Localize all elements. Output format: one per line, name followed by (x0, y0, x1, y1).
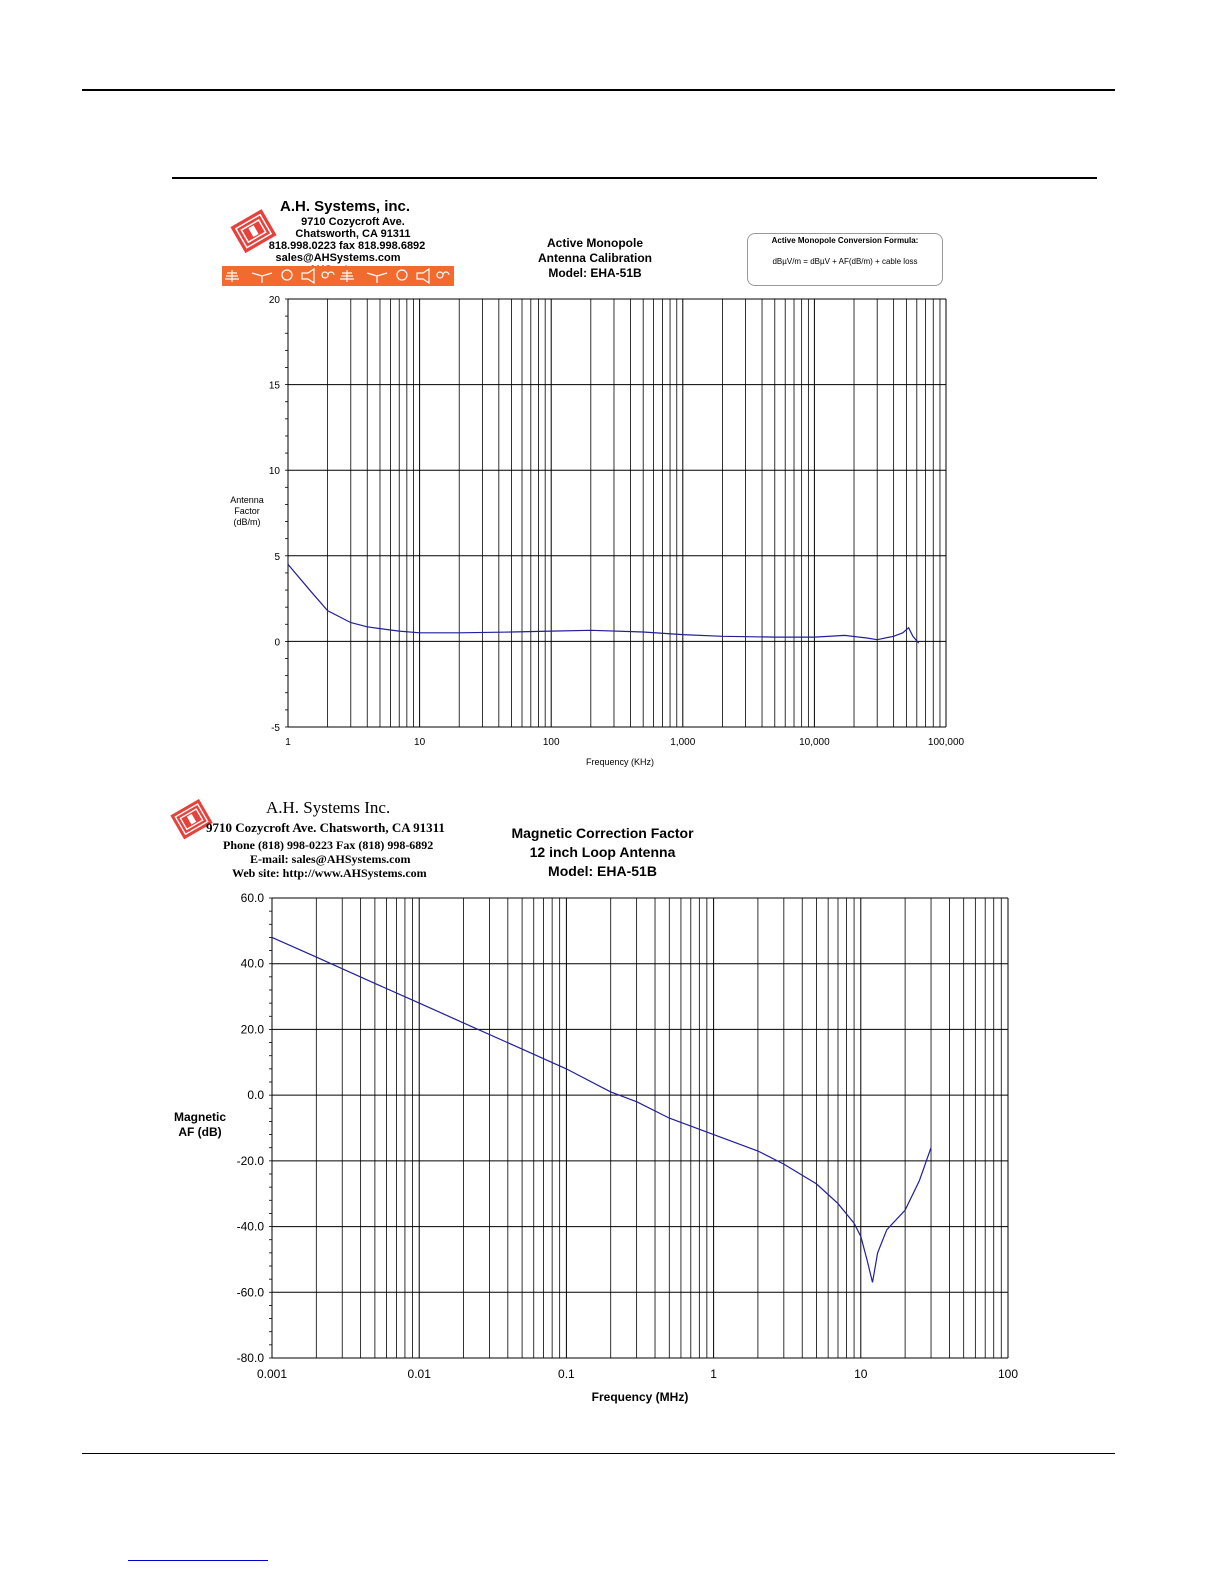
x-tick-label: 1 (710, 1367, 717, 1381)
x-tick-label: 100,000 (927, 737, 965, 748)
y-tick-label: 10 (268, 466, 280, 478)
formula-title: Active Monopole Conversion Formula: (771, 236, 919, 245)
company-city: Chatsworth, CA 91311 (295, 228, 411, 240)
x-tick-label: 1 (285, 737, 291, 748)
y-tick-label: -20.0 (236, 1153, 264, 1168)
y-tick-label: 20.0 (240, 1022, 264, 1037)
footer-rule (82, 1453, 1115, 1454)
company-address: 9710 Cozycroft Ave. (301, 216, 405, 228)
company-name: A.H. Systems, inc. (280, 198, 411, 215)
chart2-ylabel-line1: Magnetic (173, 1110, 226, 1124)
product-icon-banner (222, 266, 454, 286)
chart1-ylabel-line3: (dB/m) (233, 517, 261, 527)
chart1-ylabel-line2: Factor (234, 506, 260, 516)
header-rule (82, 89, 1115, 91)
company-logo-block-1 (222, 198, 454, 288)
x-tick-label: 0.001 (256, 1367, 288, 1381)
chart2-ylabel (162, 1110, 238, 1140)
y-tick-label: -40.0 (236, 1219, 264, 1234)
company-logo-block-2 (168, 796, 468, 886)
y-tick-label: 0 (274, 637, 280, 649)
x-tick-label: 10 (414, 737, 426, 748)
y-tick-label: 15 (268, 380, 280, 392)
x-tick-label: 1,000 (670, 737, 696, 748)
company-web: Web site: http://www.AHSystems.com (232, 866, 427, 880)
y-tick-label: -80.0 (236, 1351, 264, 1365)
x-tick-label: 0.1 (558, 1367, 575, 1381)
gridlines (285, 299, 946, 727)
company-name: A.H. Systems Inc. (266, 798, 391, 817)
data-series-line (272, 937, 931, 1282)
chart1-ylabel (222, 495, 272, 528)
chart1-xlabel: Frequency (KHz) (585, 757, 655, 767)
x-tick-label: 10,000 (799, 737, 830, 748)
x-tick-label: 100 (542, 737, 560, 748)
chart1-title-line2: Antenna Calibration (537, 251, 652, 265)
data-series-line (288, 564, 919, 643)
chart1-ylabel-line1: Antenna (230, 495, 264, 505)
chart2-title-line2: 12 inch Loop Antenna (529, 844, 676, 860)
company-address: 9710 Cozycroft Ave. Chatsworth, CA 91311 (206, 820, 445, 835)
magnetic-af-chart (190, 880, 1030, 1410)
chart2-title-line3: Model: EHA-51B (548, 863, 657, 879)
formula-text: dBµV/m = dBµV + AF(dB/m) + cable loss (772, 257, 918, 266)
y-tick-label: 60.0 (240, 891, 264, 905)
chart2-ylabel-line2: AF (dB) (178, 1125, 222, 1139)
section-rule (172, 177, 1097, 179)
x-tick-label: 100 (997, 1367, 1019, 1381)
chart2-xlabel: Frequency (MHz) (591, 1390, 689, 1404)
y-tick-label: -5 (271, 723, 280, 734)
company-phone: 818.998.0223 fax 818.998.6892 (268, 240, 426, 252)
x-tick-label: 0.01 (407, 1367, 431, 1381)
company-email: E-mail: sales@AHSystems.com (250, 852, 411, 866)
x-tick-label: 10 (854, 1367, 868, 1381)
conversion-formula-box (747, 233, 943, 286)
company-web: sales@AHSystems.com (275, 252, 401, 264)
company-phone: Phone (818) 998-0223 Fax (818) 998-6892 (223, 838, 434, 852)
y-tick-label: 5 (274, 551, 280, 563)
chart1-title-line3: Model: EHA-51B (548, 266, 642, 280)
chart2-title-line1: Magnetic Correction Factor (511, 825, 694, 841)
y-tick-label: 20 (268, 295, 280, 306)
y-tick-label: 40.0 (240, 956, 264, 971)
y-tick-label: 0.0 (247, 1088, 264, 1103)
chart1-title (500, 236, 690, 281)
y-tick-label: -60.0 (236, 1285, 264, 1300)
chart2-title (480, 824, 725, 881)
antenna-factor-chart (200, 290, 1000, 780)
footer-link-underline (128, 1560, 268, 1561)
chart1-title-line1: Active Monopole (546, 236, 643, 250)
gridlines (269, 898, 1008, 1358)
